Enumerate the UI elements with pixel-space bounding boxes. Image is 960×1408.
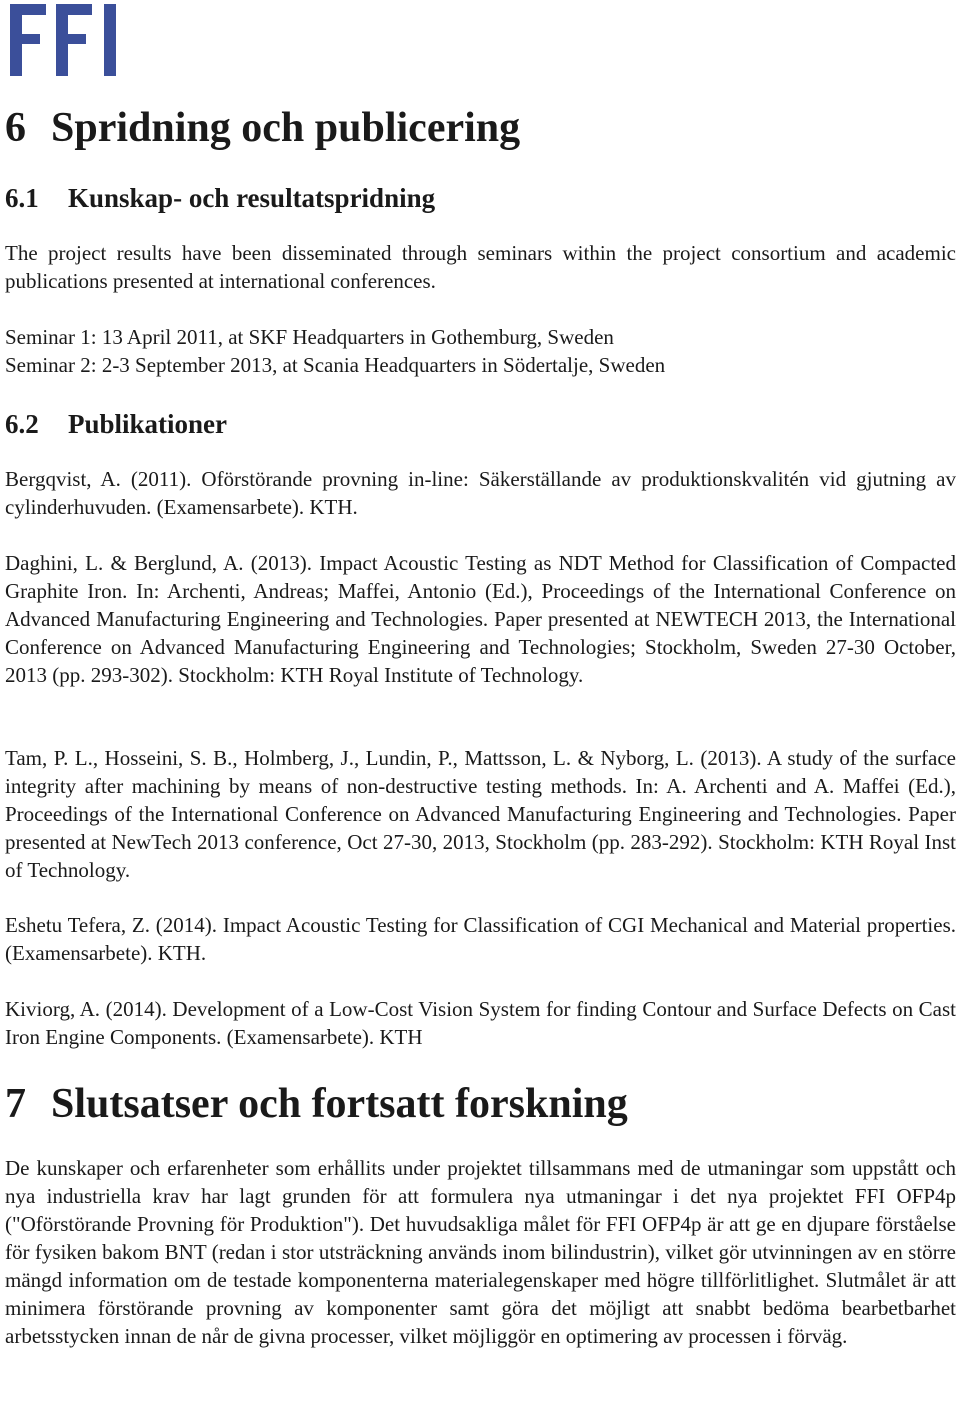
reference-item: Kiviorg, A. (2014). Development of a Low-Cost Vision System for finding Contour and Surface Defects on Cast Iron Engine Components. (Examensarbete). KTH [5,997,956,1049]
heading-number: 6.2 [5,409,39,439]
heading-section-6-1 [5,182,435,214]
heading-title: Kunskap- och resultatspridning [68,183,436,213]
ffi-logo [4,0,124,80]
reference-item: Eshetu Tefera, Z. (2014). Impact Acoustic Testing for Classification of CGI Mechanical and Material properties. (Examensarbete). KTH. [5,913,956,965]
heading-title: Publikationer [68,409,228,439]
heading-section-6 [5,104,520,152]
reference-item: Daghini, L. & Berglund, A. (2013). Impact Acoustic Testing as NDT Method for Classification of Compacted Graphite Iron. In: Archenti, Andreas; Maffei, Antonio (Ed.), Proceedings of the International Conference on Advanced Manufacturing Engineering and Technologies. Paper presented at NEWTECH 2013, the International Conference on Advanced Manufacturing Engineering and Technologies; Stockholm, Sweden 27-30 October, 2013 (pp. 293-302). Stockholm: KTH Royal Institute of Technology. [5,551,956,687]
seminar-2: Seminar 2: 2-3 September 2013, at Scania Headquarters in Södertalje, Sweden [5,353,666,377]
ffi-logo-mark [4,0,124,80]
heading-number: 6 [5,105,26,151]
reference-item: Tam, P. L., Hosseini, S. B., Holmberg, J., Lundin, P., Mattsson, L. & Nyborg, L. (2013). A study of the surface integrity after machining by means of non-destructive testing methods. In: A. Archenti and A. Maffei (Ed.), Proceedings of the International Conference on Advanced Manufacturing Engineering and Technologies. Paper presented at NewTech 2013 conference, Oct 27-30, 2013, Stockholm (pp. 283-292). Stockholm: KTH Royal Inst of Technology. [5,746,956,882]
seminar-1: Seminar 1: 13 April 2011, at SKF Headquarters in Gothemburg, Sweden [5,325,614,349]
heading-number: 7 [5,1081,26,1127]
paragraph-dissemination: The project results have been disseminated through seminars within the project consortium and academic publications presented at international conferences. [5,241,956,293]
heading-title: Slutsatser och fortsatt forskning [51,1081,628,1127]
paragraph-conclusions: De kunskaper och erfarenheter som erhållits under projektet tillsammans med de utmaningar som uppstått och nya industriella krav har lagt grunden för att formulera nya utmaningar i det nya projektet FFI OFP4p ("Oförstörande Provning för Produktion"). Det huvudsakliga målet för FFI OFP4p är att ge en djupare förståelse för fysiken bakom BNT (redan i stor utsträckning används inom bilindustrin), vilket gör utvinningen av en större mängd information om de testade komponenterna materialegenskaper med högre tillförlitlighet. Slutmålet är att minimera förstörande provning av komponenter samt göra det möjligt att snabbt bedöma bearbetbarhet arbetsstycken innan de når de givna processer, vilket möjliggör en optimering av processen i förväg. [5,1156,956,1348]
heading-section-7 [5,1080,628,1128]
heading-title: Spridning och publicering [51,105,521,151]
heading-number: 6.1 [5,183,39,213]
reference-item: Bergqvist, A. (2011). Oförstörande provning in-line: Säkerställande av produktionskvalitén vid gjutning av cylinderhuvuden. (Examensarbete). KTH. [5,467,956,519]
heading-section-6-2 [5,408,227,440]
